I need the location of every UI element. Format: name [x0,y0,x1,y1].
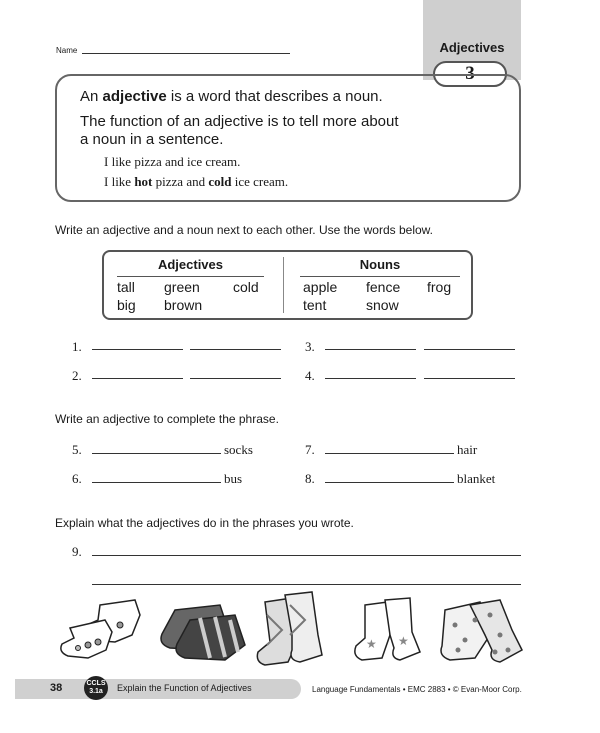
item-number: 3. [305,339,315,354]
svg-text:★: ★ [398,634,409,648]
item-number: 4. [305,368,315,383]
answer-blank[interactable] [92,482,221,483]
answer-blank[interactable] [92,453,221,454]
nouns-header: Nouns [359,257,401,272]
definition-line-2: The function of an adjective is to tell more about a noun in a sentence. [80,113,399,148]
item-number: 8. [305,471,315,486]
item-number: 2. [72,368,82,383]
phrase-noun: bus [224,471,243,486]
word-bank-divider [283,257,284,313]
sock-pair-2 [161,605,245,660]
item-number: 7. [305,442,315,457]
word-bank-noun: fence [366,279,401,295]
item-number: 9. [72,544,82,559]
word-bank-adjective: big [117,297,136,313]
answer-blank[interactable] [92,584,521,585]
standard-badge: CCLS 3.1a [84,676,108,700]
answer-blank[interactable] [325,453,454,454]
answer-blank[interactable] [92,378,183,379]
answer-blank[interactable] [325,482,454,483]
word-bank-adjective: brown [164,297,203,313]
word-bank-adjective: cold [233,279,259,295]
publisher-info: Language Fundamentals • EMC 2883 • © Evan-Moor Corp. [312,685,522,694]
answer-blank[interactable] [92,349,183,350]
word-bank-noun: apple [303,279,338,295]
page-number: 38 [50,682,63,694]
adjectives-header: Adjectives [157,257,224,272]
phrase-noun: blanket [457,471,496,486]
skill-label: Explain the Function of Adjectives [117,683,252,693]
name-label: Name [56,46,78,55]
word-bank-noun: tent [303,297,327,313]
sock-pair-3 [257,592,322,665]
lesson-number: 3 [433,61,507,87]
sock-pair-4 [355,598,420,660]
sock-pair-1 [61,600,140,658]
word-bank-adjective: tall [117,279,135,295]
sock-pair-5 [441,600,522,662]
item-number: 6. [72,471,82,486]
lesson-title: Adjectives [439,40,505,55]
instruction-3: Explain what the adjectives do in the phrases you wrote. [55,516,354,530]
phrase-noun: socks [224,442,253,457]
word-bank-adjective: green [164,279,200,295]
answer-blank[interactable] [92,555,521,556]
answer-blank[interactable] [190,349,281,350]
answer-blank[interactable] [190,378,281,379]
answer-blank[interactable] [424,378,515,379]
instruction-1: Write an adjective and a noun next to each other. Use the words below. [55,223,434,237]
answer-blank[interactable] [325,349,416,350]
phrase-noun: hair [457,442,478,457]
example-sentence-2: I like hot pizza and cold ice cream. [104,174,289,189]
term-adjective: adjective [102,88,167,105]
adjectives-rule [117,276,264,277]
nouns-rule [300,276,460,277]
word-bank-noun: frog [427,279,452,295]
word-bank-noun: snow [366,297,399,313]
answer-blank[interactable] [325,378,416,379]
item-number: 5. [72,442,82,457]
definition-line-1: An adjective is a word that describes a noun. [80,88,383,105]
svg-text:★: ★ [366,637,377,651]
socks-icon [60,590,530,670]
name-field[interactable] [82,53,290,54]
answer-blank[interactable] [424,349,515,350]
instruction-2: Write an adjective to complete the phrase. [55,412,279,426]
example-sentence-1: I like pizza and ice cream. [104,154,241,169]
item-number: 1. [72,339,82,354]
